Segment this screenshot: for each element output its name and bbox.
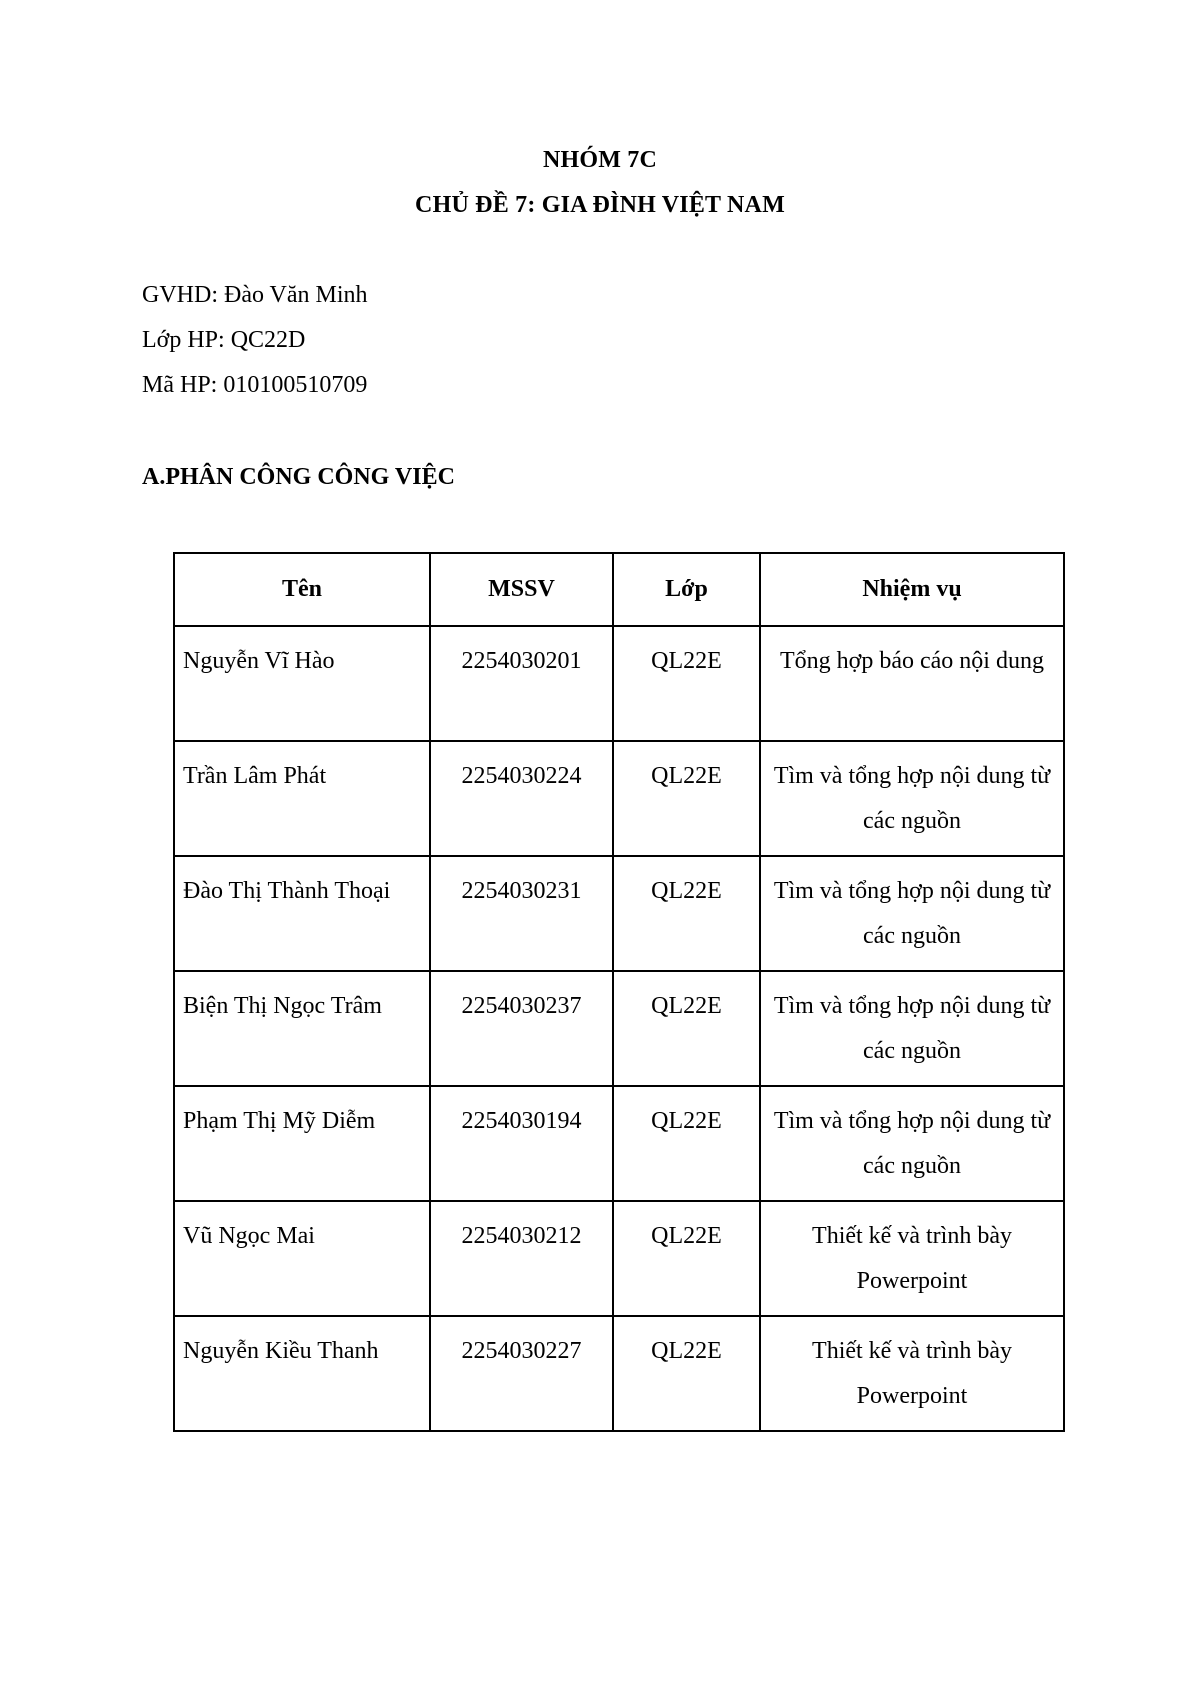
cell-mssv: 2254030201 — [430, 626, 613, 741]
table-row — [174, 1316, 1064, 1431]
table-row — [174, 856, 1064, 971]
table-header-row — [174, 553, 1064, 626]
cell-name: Biện Thị Ngọc Trâm — [174, 971, 430, 1086]
task-table-wrapper — [173, 552, 1065, 1432]
cell-task: Tổng hợp báo cáo nội dung — [760, 626, 1064, 741]
title-block — [0, 138, 1200, 228]
cell-name: Đào Thị Thành Thoại — [174, 856, 430, 971]
header-task: Nhiệm vụ — [760, 553, 1064, 626]
cell-task: Tìm và tổng hợp nội dung từ các nguồn — [760, 856, 1064, 971]
table-row — [174, 1086, 1064, 1201]
header-class: Lớp — [613, 553, 760, 626]
cell-task: Thiết kế và trình bày Powerpoint — [760, 1316, 1064, 1431]
cell-task: Tìm và tổng hợp nội dung từ các nguồn — [760, 1086, 1064, 1201]
cell-class: QL22E — [613, 1316, 760, 1431]
cell-class: QL22E — [613, 971, 760, 1086]
cell-task: Thiết kế và trình bày Powerpoint — [760, 1201, 1064, 1316]
table-row — [174, 1201, 1064, 1316]
cell-class: QL22E — [613, 1201, 760, 1316]
group-title: NHÓM 7C — [542, 147, 658, 173]
task-assignment-table — [173, 552, 1065, 1432]
cell-task: Tìm và tổng hợp nội dung từ các nguồn — [760, 741, 1064, 856]
cell-mssv: 2254030237 — [430, 971, 613, 1086]
cell-mssv: 2254030227 — [430, 1316, 613, 1431]
table-row — [174, 971, 1064, 1086]
cell-name: Phạm Thị Mỹ Diễm — [174, 1086, 430, 1201]
cell-name: Nguyễn Vĩ Hào — [174, 626, 430, 741]
cell-class: QL22E — [613, 856, 760, 971]
table-row — [174, 741, 1064, 856]
header-name: Tên — [174, 553, 430, 626]
course-code-line: Mã HP: 010100510709 — [142, 372, 368, 398]
class-line: Lớp HP: QC22D — [142, 327, 306, 353]
cell-class: QL22E — [613, 1086, 760, 1201]
cell-name: Trần Lâm Phát — [174, 741, 430, 856]
table-row — [174, 626, 1064, 741]
header-mssv: MSSV — [430, 553, 613, 626]
cell-name: Vũ Ngọc Mai — [174, 1201, 430, 1316]
cell-task: Tìm và tổng hợp nội dung từ các nguồn — [760, 971, 1064, 1086]
cell-name: Nguyễn Kiều Thanh — [174, 1316, 430, 1431]
topic-title: CHỦ ĐỀ 7: GIA ĐÌNH VIỆT NAM — [415, 192, 785, 218]
cell-mssv: 2254030231 — [430, 856, 613, 971]
cell-mssv: 2254030194 — [430, 1086, 613, 1201]
section-heading: A.PHÂN CÔNG CÔNG VIỆC — [142, 464, 455, 490]
cell-mssv: 2254030212 — [430, 1201, 613, 1316]
course-info — [142, 273, 368, 408]
cell-class: QL22E — [613, 741, 760, 856]
instructor-line: GVHD: Đào Văn Minh — [142, 282, 368, 308]
cell-class: QL22E — [613, 626, 760, 741]
cell-mssv: 2254030224 — [430, 741, 613, 856]
